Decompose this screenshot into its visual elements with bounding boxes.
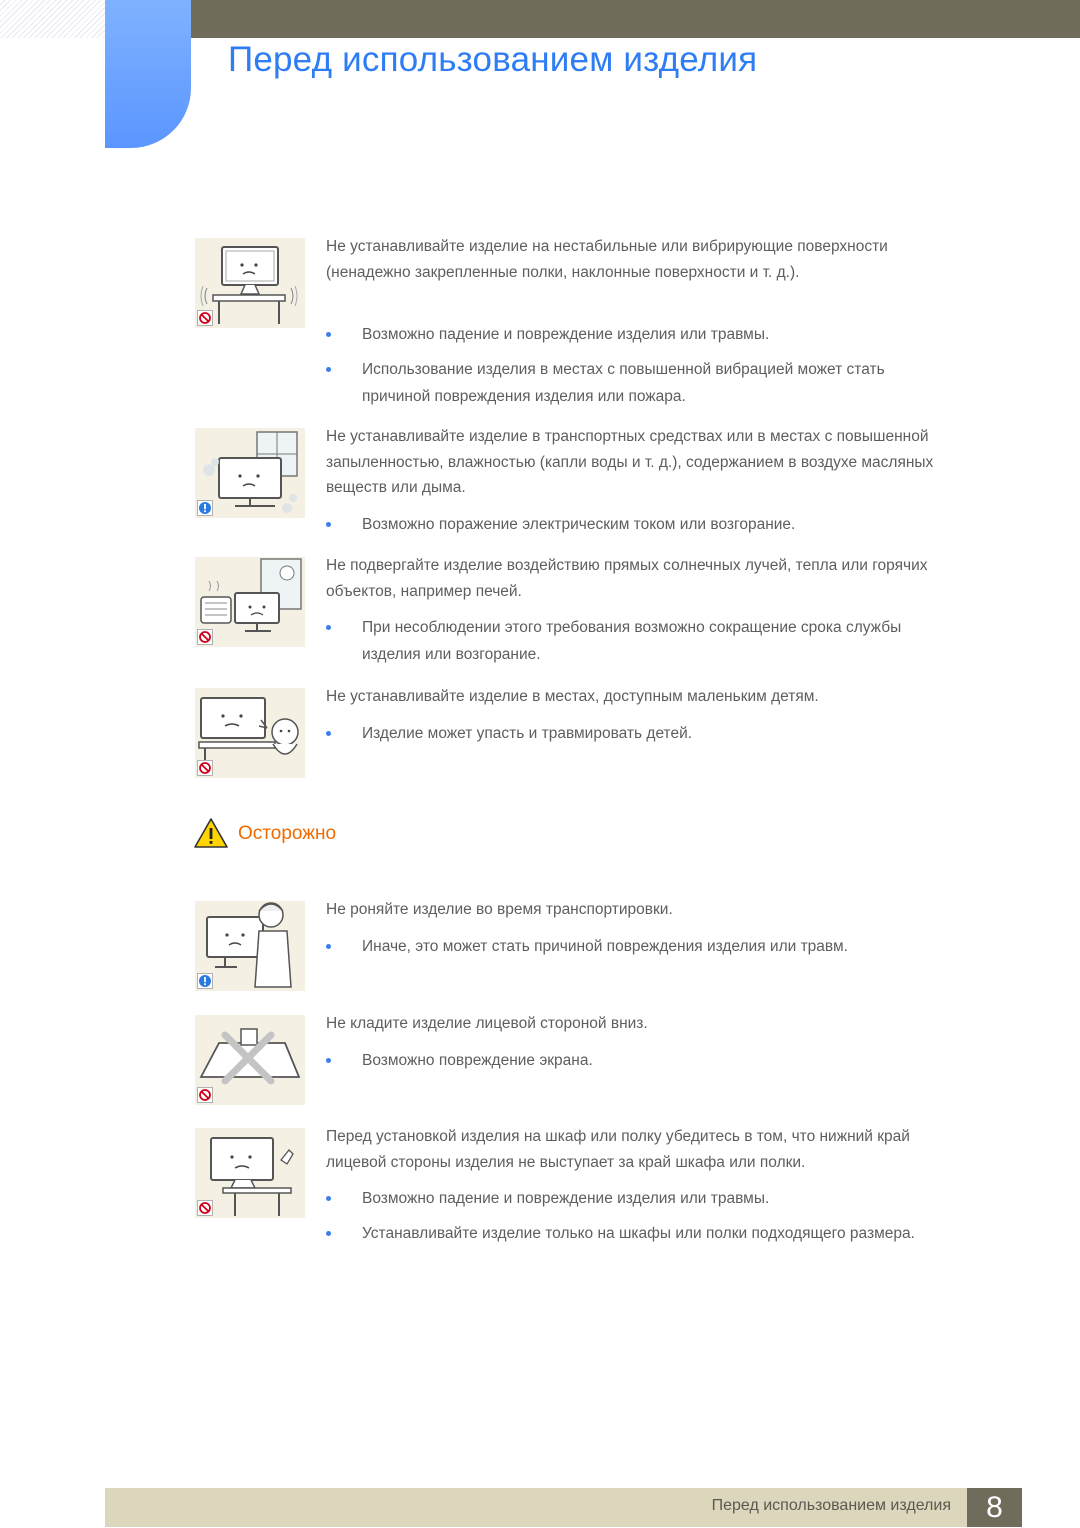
bullet-dot [326, 1231, 331, 1236]
bullet-item: Иначе, это может стать причиной повреждения изделия или травм. [326, 933, 936, 960]
no-entry-icon [197, 1087, 213, 1103]
header-bar [190, 0, 1080, 38]
instruction-text: Не кладите изделие лицевой стороной вниз. [326, 1015, 648, 1032]
bullet-list [326, 933, 936, 968]
page-number: 8 [967, 1488, 1022, 1527]
bullet-item: При несоблюдении этого требования возможно сокращение срока службы изделия или возгорание. [326, 614, 936, 668]
footer-bar [105, 1488, 967, 1527]
bullet-item: Возможно повреждение экрана. [326, 1047, 936, 1074]
bullet-dot [326, 332, 331, 337]
header-blue-tab [105, 0, 191, 148]
instruction-text: Не подвергайте изделие воздействию прямых солнечных лучей, тепла или горячих объектов, например печей. [326, 557, 928, 600]
bullet-list [326, 511, 936, 546]
instruction-text: Не устанавливайте изделие на нестабильные или вибрирующие поверхности (ненадежно закрепленные полки, наклонные поверхности и т. д.). [326, 238, 888, 281]
instruction-text: Не роняйте изделие во время транспортировки. [326, 901, 673, 918]
no-entry-icon [197, 1200, 213, 1216]
bullet-item: Устанавливайте изделие только на шкафы или полки подходящего размера. [326, 1220, 936, 1247]
bullet-dot [326, 367, 331, 372]
bullet-list [326, 614, 936, 676]
bullet-item: Возможно поражение электрическим током или возгорание. [326, 511, 936, 538]
exclamation-icon [197, 973, 213, 989]
bullet-item: Изделие может упасть и травмировать детей. [326, 720, 936, 747]
bullet-dot [326, 944, 331, 949]
no-entry-icon [197, 760, 213, 776]
warning-triangle-icon [193, 817, 229, 849]
bullet-item: Использование изделия в местах с повышенной вибрацией может стать причиной повреждения изделия или пожара. [326, 356, 936, 410]
illustration-unstable-surface [195, 238, 305, 328]
bullet-list [326, 1047, 936, 1082]
no-entry-icon [197, 629, 213, 645]
exclamation-icon [197, 500, 213, 516]
bullet-item: Возможно падение и повреждение изделия или травмы. [326, 321, 936, 348]
bullet-dot [326, 1058, 331, 1063]
header-hatch-decoration [0, 0, 105, 38]
bullet-item: Возможно падение и повреждение изделия или травмы. [326, 1185, 936, 1212]
bullet-dot [326, 522, 331, 527]
bullet-dot [326, 731, 331, 736]
page-title: Перед использованием изделия [228, 40, 758, 79]
bullet-list [326, 1185, 936, 1255]
no-entry-icon [197, 310, 213, 326]
instruction-text: Не устанавливайте изделие в местах, доступным маленьким детям. [326, 688, 819, 705]
bullet-list [326, 321, 936, 418]
footer-section-title: Перед использованием изделия [711, 1497, 951, 1514]
bullet-dot [326, 1196, 331, 1201]
instruction-text: Перед установкой изделия на шкаф или полку убедитесь в том, что нижний край лицевой стороны изделия не выступает за край шкафа или полки. [326, 1128, 910, 1171]
bullet-dot [326, 625, 331, 630]
illustration-face-down [195, 1015, 305, 1105]
bullet-list [326, 720, 936, 755]
illustration-child-access [195, 688, 305, 778]
illustration-shelf-edge [195, 1128, 305, 1218]
illustration-transport [195, 901, 305, 991]
caution-label: Осторожно [238, 823, 337, 844]
instruction-text: Не устанавливайте изделие в транспортных средствах или в местах с повышенной запыленностью, влажностью (капли воды и т. д.), содержанием в воздухе масляных веществ или дыма. [326, 428, 934, 496]
illustration-dusty-humid-place [195, 428, 305, 518]
illustration-sunlight-heat [195, 557, 305, 647]
